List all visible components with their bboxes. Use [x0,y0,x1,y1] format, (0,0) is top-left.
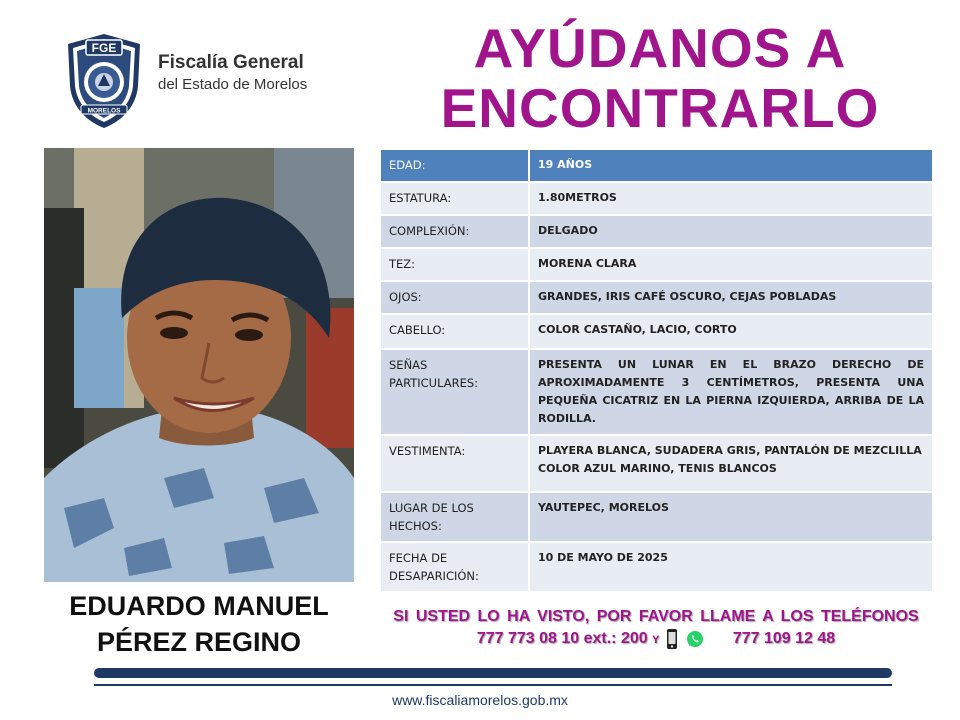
fge-logo [64,32,364,132]
detail-value: PRESENTA UN LUNAR EN EL BRAZO DERECHO DE APROXIMADAMENTE 3 CENTÍMETROS, PRESENTA UNA PEQUEÑA CICATRIZ EN LA PIERNA IZQUIERDA, ARRIBA DE LA RODILLA. [529,349,933,435]
headline [380,18,940,138]
website-link[interactable]: www.fiscaliamorelos.gob.mx [392,692,568,708]
detail-value: 1.80METROS [529,182,933,215]
detail-label: COMPLEXIÓN: [380,215,529,248]
phone-number-2[interactable]: 777 109 12 48 [732,630,836,648]
detail-row-height [380,182,933,215]
detail-row-eyes [380,281,933,314]
detail-row-hair [380,314,933,349]
whatsapp-icon [686,630,704,648]
org-subtitle: del Estado de Morelos [158,76,308,93]
detail-row-build [380,215,933,248]
logo-ribbon-text: MORELOS [87,107,121,115]
footer-divider-thin [94,684,892,686]
name-line1: EDUARDO MANUEL [69,591,329,621]
detail-value: MORENA CLARA [529,248,933,281]
contact-line2 [378,628,934,651]
phone-number-1[interactable]: 777 773 08 10 ext.: 200 [476,630,648,648]
logo-badge-text: FGE [91,41,117,55]
detail-row-location [380,492,933,542]
phone-connector: Y [652,634,660,647]
headline-line2: ENCONTRARLO [440,77,880,139]
detail-label: CABELLO: [380,314,529,349]
detail-label: ESTATURA: [380,182,529,215]
detail-value: COLOR CASTAÑO, LACIO, CORTO [529,314,933,349]
detail-value: DELGADO [529,215,933,248]
detail-value: PLAYERA BLANCA, SUDADERA GRIS, PANTALÓN DE MEZCLILLA COLOR AZUL MARINO, TENIS BLANCOS [529,435,933,492]
contact-line1: SI USTED LO HA VISTO, POR FAVOR LLAME A LOS TELÉFONOS [393,608,919,625]
detail-value: 10 DE MAYO DE 2025 [529,542,933,592]
detail-value: YAUTEPEC, MORELOS [529,492,933,542]
detail-label: OJOS: [380,281,529,314]
shield-seal-icon [64,32,144,130]
detail-label: LUGAR DE LOS HECHOS: [380,492,529,542]
detail-label: EDAD: [380,149,529,182]
detail-row-date [380,542,933,592]
detail-label: SEÑAS PARTICULARES: [380,349,529,435]
detail-label: TEZ: [380,248,529,281]
org-name: Fiscalía General [158,52,304,73]
detail-label: VESTIMENTA: [380,435,529,492]
name-line2: PÉREZ REGINO [96,627,302,657]
detail-row-clothing [380,435,933,492]
detail-label: FECHA DE DESAPARICIÓN: [380,542,529,592]
headline-line1: AYÚDANOS A [473,17,847,79]
detail-value: 19 AÑOS [529,149,933,182]
missing-person-photo [44,148,354,582]
details-table [379,148,934,593]
mobile-phone-icon [666,628,678,650]
detail-row-distinguishing-marks [380,349,933,435]
detail-value: GRANDES, IRIS CAFÉ OSCURO, CEJAS POBLADAS [529,281,933,314]
footer-divider-thick [94,668,892,678]
missing-person-name [44,588,354,660]
detail-row-complexion [380,248,933,281]
contact-block [378,606,934,651]
detail-row-age [380,149,933,182]
